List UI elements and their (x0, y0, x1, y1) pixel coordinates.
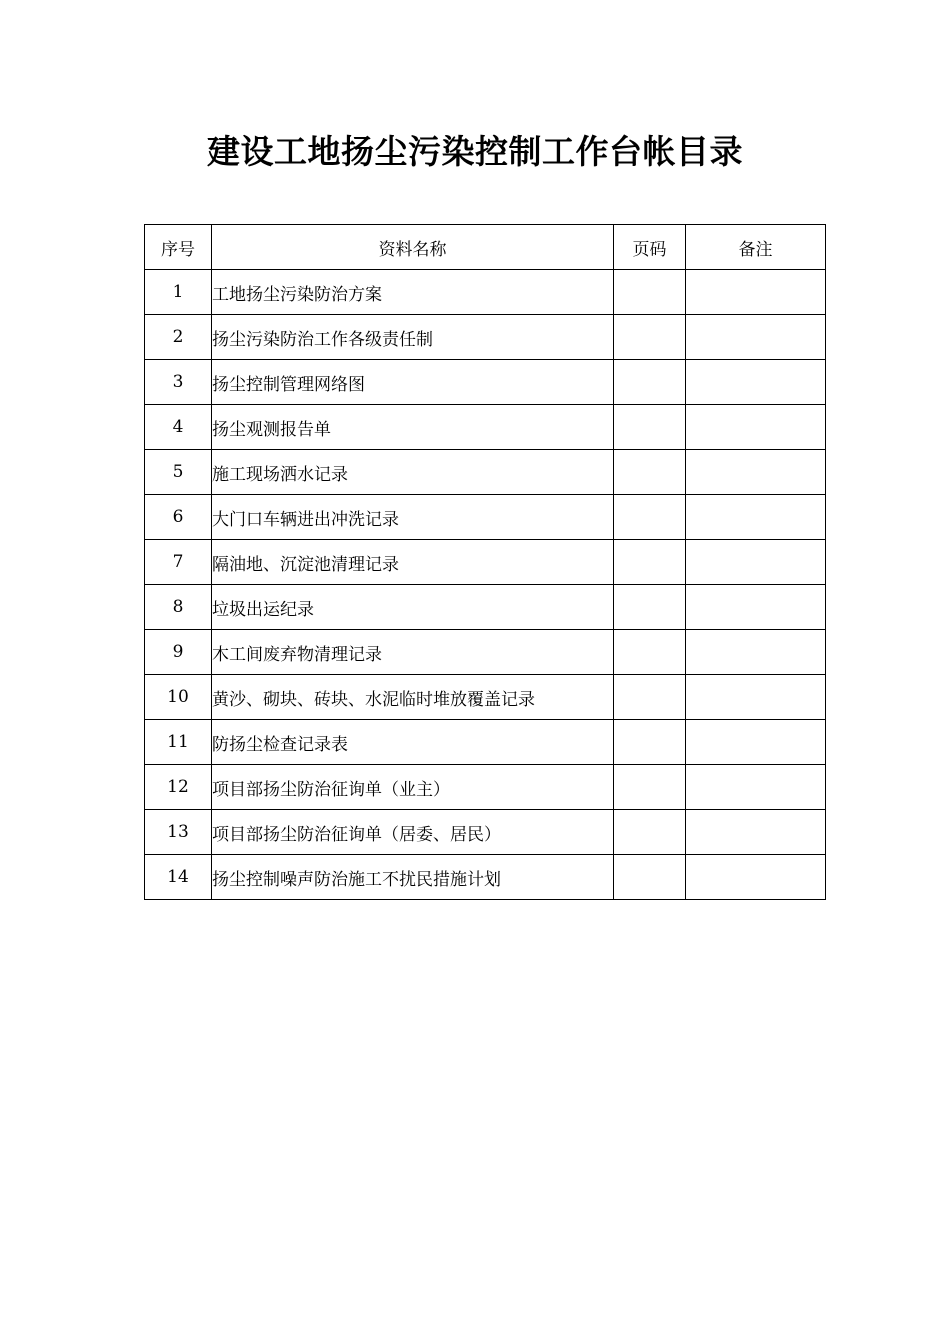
row-page (614, 585, 686, 630)
table-row (145, 360, 826, 405)
row-page (614, 540, 686, 585)
page-title: 建设工地扬尘污染控制工作台帐目录 (207, 132, 743, 171)
row-remark (686, 765, 826, 810)
row-remark (686, 855, 826, 900)
row-document-name: 项目部扬尘防治征询单（业主） (212, 765, 614, 810)
row-document-name: 黄沙、砌块、砖块、水泥临时堆放覆盖记录 (212, 675, 614, 720)
row-remark (686, 495, 826, 540)
row-document-name: 大门口车辆进出冲洗记录 (212, 495, 614, 540)
row-page (614, 450, 686, 495)
row-page (614, 495, 686, 540)
table-row (145, 585, 826, 630)
table-row (145, 630, 826, 675)
header-name: 资料名称 (212, 225, 614, 270)
row-number: 12 (145, 765, 212, 810)
row-remark (686, 675, 826, 720)
row-number: 14 (145, 855, 212, 900)
table-row (145, 315, 826, 360)
row-number: 13 (145, 810, 212, 855)
row-document-name: 扬尘控制管理网络图 (212, 360, 614, 405)
row-document-name: 扬尘观测报告单 (212, 405, 614, 450)
row-document-name: 工地扬尘污染防治方案 (212, 270, 614, 315)
header-page: 页码 (614, 225, 686, 270)
row-number: 8 (145, 585, 212, 630)
row-document-name: 扬尘控制噪声防治施工不扰民措施计划 (212, 855, 614, 900)
table-row (145, 270, 826, 315)
row-number: 11 (145, 720, 212, 765)
header-remark: 备注 (686, 225, 826, 270)
row-page (614, 630, 686, 675)
row-number: 5 (145, 450, 212, 495)
row-remark (686, 720, 826, 765)
row-remark (686, 315, 826, 360)
row-document-name: 隔油地、沉淀池清理记录 (212, 540, 614, 585)
row-remark (686, 405, 826, 450)
table-row (145, 495, 826, 540)
row-remark (686, 540, 826, 585)
row-page (614, 405, 686, 450)
table-row (145, 675, 826, 720)
catalog-table (144, 224, 826, 900)
table-row (145, 810, 826, 855)
row-document-name: 防扬尘检查记录表 (212, 720, 614, 765)
row-page (614, 765, 686, 810)
header-no: 序号 (145, 225, 212, 270)
row-number: 2 (145, 315, 212, 360)
row-number: 7 (145, 540, 212, 585)
table-row (145, 405, 826, 450)
row-remark (686, 360, 826, 405)
row-document-name: 项目部扬尘防治征询单（居委、居民） (212, 810, 614, 855)
row-document-name: 施工现场洒水记录 (212, 450, 614, 495)
table-row (145, 765, 826, 810)
row-remark (686, 270, 826, 315)
table-row (145, 855, 826, 900)
row-number: 1 (145, 270, 212, 315)
row-remark (686, 630, 826, 675)
row-number: 10 (145, 675, 212, 720)
row-page (614, 855, 686, 900)
row-page (614, 675, 686, 720)
row-remark (686, 810, 826, 855)
table-row (145, 540, 826, 585)
row-number: 9 (145, 630, 212, 675)
row-document-name: 垃圾出运纪录 (212, 585, 614, 630)
table-row (145, 450, 826, 495)
row-page (614, 810, 686, 855)
row-page (614, 315, 686, 360)
row-page (614, 270, 686, 315)
row-document-name: 扬尘污染防治工作各级责任制 (212, 315, 614, 360)
row-page (614, 720, 686, 765)
row-number: 4 (145, 405, 212, 450)
row-remark (686, 450, 826, 495)
table-header-row (145, 225, 826, 270)
table-row (145, 720, 826, 765)
row-document-name: 木工间废弃物清理记录 (212, 630, 614, 675)
row-page (614, 360, 686, 405)
row-number: 3 (145, 360, 212, 405)
row-remark (686, 585, 826, 630)
row-number: 6 (145, 495, 212, 540)
